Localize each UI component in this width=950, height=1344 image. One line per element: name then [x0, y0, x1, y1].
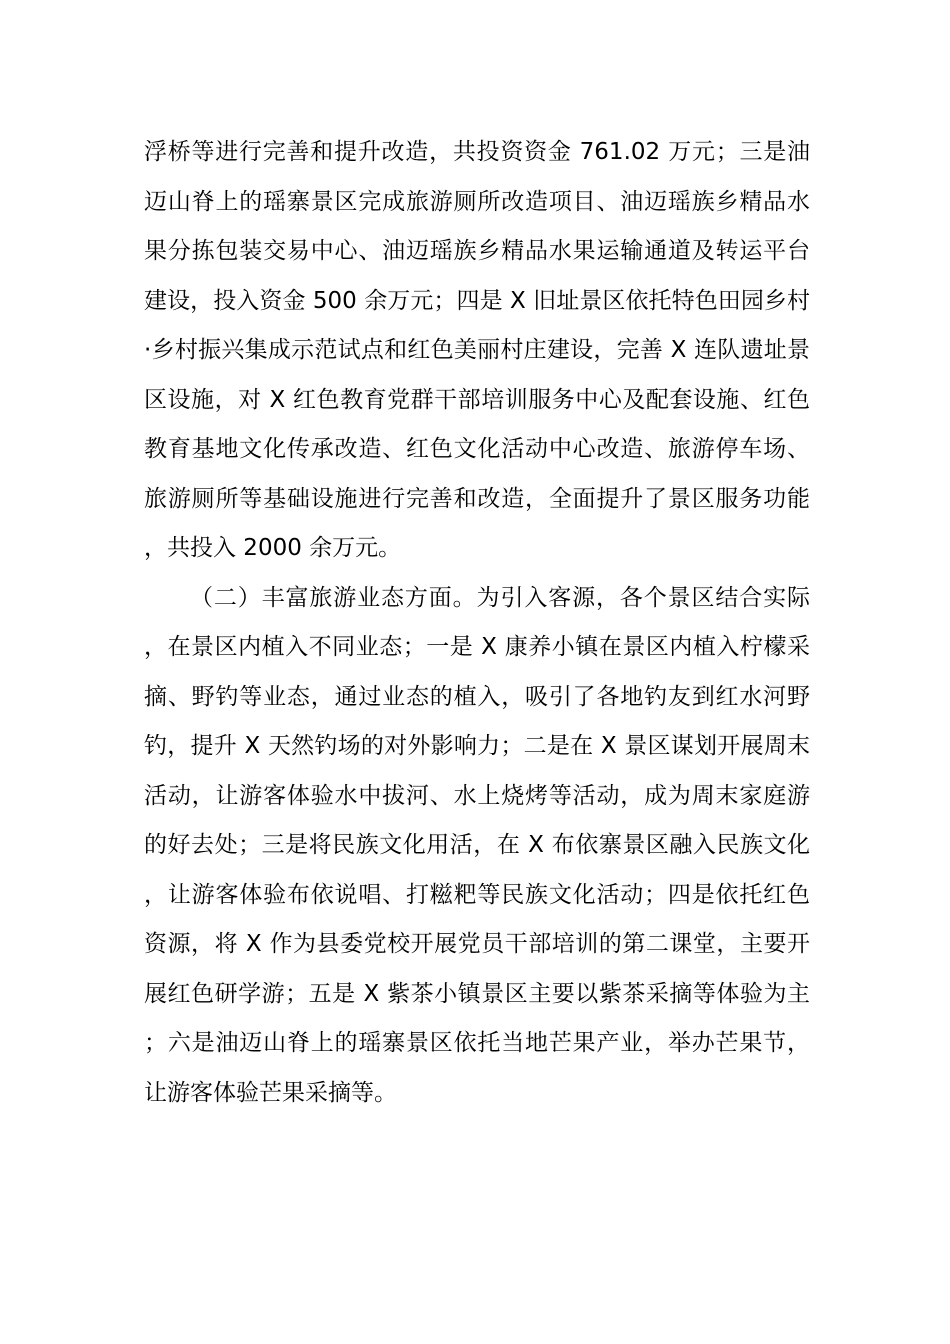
paragraph-section-two: （二）丰富旅游业态方面。为引入客源，各个景区结合实际，在景区内植入不同业态；一是 X 康养小镇在景区内植入柠檬采摘、野钓等业态，通过业态的植入，吸引了各地钓友到红水河野钓，提升 X 天然钓场的对外影响力；二是在 X 景区谋划开展周末活动，让游客体验水中拔河、水上烧烤等活动，成为周末家庭游的好去处；三是将民族文化用活，在 X 布依寨景区融入民族文化，让游客体验布依说唱、打糍粑等民族文化活动；四是依托红色资源，将 X 作为县委党校开展党员干部培训的第二课堂，主要开展红色研学游；五是 X 紫茶小镇景区主要以紫茶采摘等体验为主；六是油迈山脊上的瑶寨景区依托当地芒果产业，举办芒果节，让游客体验芒果采摘等。: [144, 584, 810, 1106]
paragraph-continued: 浮桥等进行完善和提升改造，共投资资金 761.02 万元；三是油迈山脊上的瑶寨景区完成旅游厕所改造项目、油迈瑶族乡精品水果分拣包装交易中心、油迈瑶族乡精品水果运输通道及转运平台建设，投入资金 500 余万元；四是 X 旧址景区依托特色田园乡村·乡村振兴集成示范试点和红色美丽村庄建设，完善 X 连队遗址景区设施，对 X 红色教育党群干部培训服务中心及配套设施、红色教育基地文化传承改造、红色文化活动中心改造、旅游停车场、旅游厕所等基础设施进行完善和改造，全面提升了景区服务功能，共投入 2000 余万元。: [144, 139, 810, 561]
document-page: [144, 128, 810, 1118]
